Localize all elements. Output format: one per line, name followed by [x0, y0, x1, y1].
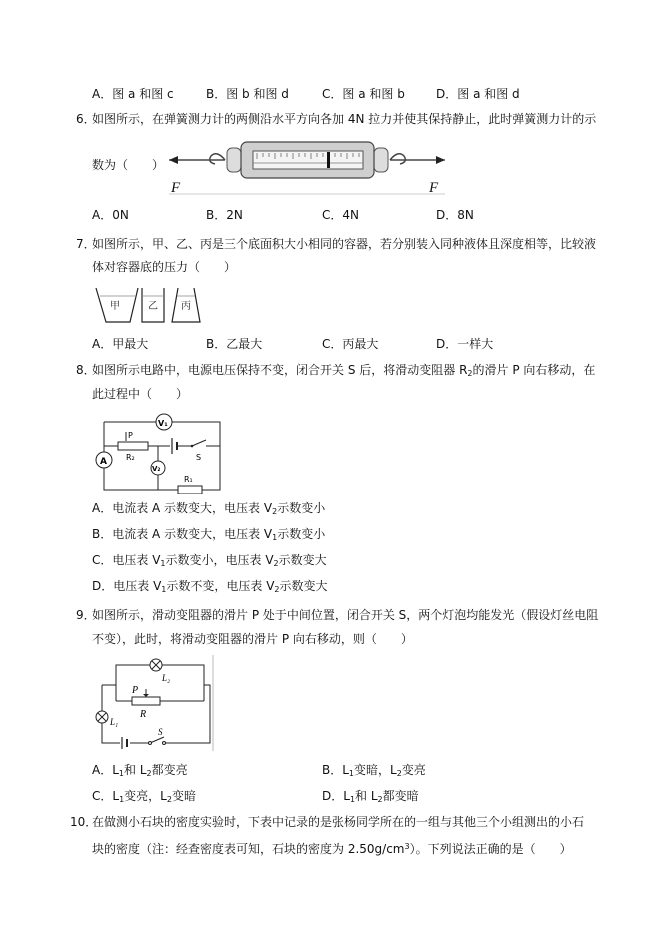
slider-p-label-q9: P: [132, 685, 139, 696]
circuit-figure-q8: [92, 410, 227, 494]
q8-option-c: C．电压表 $V_1$示数变小，电压表 $V_2$示数变大: [92, 553, 327, 568]
container-label-yi: 乙: [148, 301, 158, 312]
q9-option-c: C．$L_1$变亮，$L_2$变暗: [92, 789, 196, 804]
container-label-bing: 丙: [181, 301, 191, 312]
slider-p-label: P: [128, 431, 133, 440]
q6-number: 6．: [76, 112, 96, 126]
q8-stem-line1: 如图所示电路中，电源电压保持不变，闭合开关 S 后，将滑动变阻器 $R_2$的滑片 P 向右移动，在: [92, 363, 596, 378]
q5-option-d: D．图 a 和图 d: [436, 87, 520, 101]
q7-option-a: A．甲最大: [92, 337, 149, 351]
switch-s-label-q9: S: [158, 727, 163, 737]
q6-option-b: B．2N: [206, 208, 243, 222]
q7-number: 7．: [76, 237, 96, 251]
q5-option-c: C．图 a 和图 b: [322, 87, 405, 101]
q6-option-d: D．8N: [436, 208, 474, 222]
q7-stem-line1: 如图所示，甲、乙、丙是三个底面积大小相同的容器，若分别装入同种液体且深度相等，比较液: [92, 237, 597, 251]
containers-figure: [92, 284, 204, 326]
force-label-left: F: [171, 180, 181, 196]
q6-stem-line1: 如图所示，在弹簧测力计的两侧沿水平方向各加 4N 拉力并使其保持静止，此时弹簧测力计的示: [92, 112, 597, 126]
q9-option-a: A．$L_1$和 $L_2$都变亮: [92, 763, 188, 778]
q7-option-c: C．丙最大: [322, 337, 379, 351]
q8-number: 8．: [76, 363, 96, 377]
container-label-jia: 甲: [110, 301, 120, 312]
ammeter-a-label: A: [100, 457, 107, 467]
force-label-right: F: [429, 180, 439, 196]
resistor-r1-label: R₁: [184, 475, 193, 484]
q9-option-d: D．$L_1$和 $L_2$都变暗: [322, 789, 419, 804]
q5-option-a: A．图 a 和图 c: [92, 87, 174, 101]
q10-number: 10．: [70, 815, 98, 829]
q6-option-a: A．0N: [92, 208, 129, 222]
q8-option-d: D．电压表 $V_1$示数不变，电压表 $V_2$示数变大: [92, 579, 328, 594]
q5-option-b: B．图 b 和图 d: [206, 87, 289, 101]
q10-stem-line2: 块的密度（注：经查密度表可知，石块的密度为 $2.50g/cm^3$）。下列说法正确的是（ ）: [92, 842, 572, 856]
q8-option-a: A．电流表 A 示数变大，电压表 $V_2$示数变小: [92, 501, 326, 516]
q7-option-b: B．乙最大: [206, 337, 263, 351]
rheostat-r-label: R: [140, 709, 147, 720]
circuit-figure-q9: [92, 655, 216, 751]
q9-option-b: B．$L_1$变暗，$L_2$变亮: [322, 763, 426, 778]
voltmeter-v2-label: V₂: [152, 465, 161, 473]
q7-option-d: D．一样大: [436, 337, 494, 351]
q9-stem-line2: 不变），此时，将滑动变阻器的滑片 P 向右移动，则（ ）: [92, 632, 413, 646]
switch-s-label: S: [196, 453, 202, 462]
q7-stem-line2: 体对容器底的压力（ ）: [92, 260, 237, 274]
q9-number: 9．: [76, 608, 96, 622]
q8-stem-line2: 此过程中（ ）: [92, 387, 189, 401]
rheostat-r2-label: R₂: [126, 453, 135, 462]
q6-stem-line2: 数为（ ）: [92, 158, 165, 172]
q8-option-b: B．电流表 A 示数变大，电压表 $V_1$示数变小: [92, 527, 326, 542]
q10-stem-line1: 在做测小石块的密度实验时，下表中记录的是张杨同学所在的一组与其他三个小组测出的小石: [92, 815, 585, 829]
voltmeter-v1-label: V₁: [158, 419, 168, 428]
q6-option-c: C．4N: [322, 208, 360, 222]
q9-stem-line1: 如图所示，滑动变阻器的滑片 P 处于中间位置，闭合开关 S，两个灯泡均能发光（假设灯丝电阻: [92, 608, 599, 622]
spring-scale-figure: [165, 140, 450, 196]
lamp-l2-label: L₂: [162, 673, 171, 683]
lamp-l1-label: L₁: [110, 717, 119, 727]
